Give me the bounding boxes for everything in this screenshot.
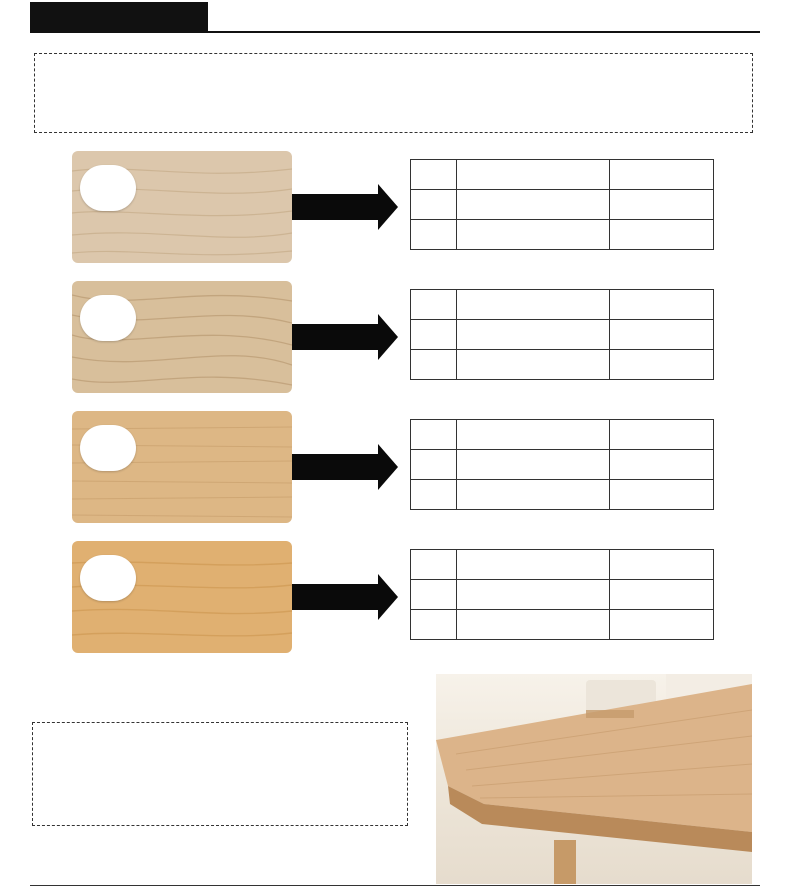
grade-cell bbox=[411, 420, 457, 450]
wood-swatch bbox=[72, 151, 292, 263]
table-row bbox=[411, 220, 714, 250]
arrow-shaft bbox=[292, 194, 378, 220]
wood-source-arrow bbox=[292, 314, 398, 360]
grade-badge bbox=[80, 295, 136, 341]
grade-price-table bbox=[410, 159, 714, 250]
grade-cell bbox=[411, 190, 457, 220]
section-divider bbox=[30, 31, 760, 33]
tabletop-image bbox=[436, 674, 752, 884]
price-cell bbox=[610, 610, 714, 640]
traits-cell bbox=[456, 220, 609, 250]
arrow-head-icon bbox=[378, 184, 398, 230]
table-row bbox=[411, 160, 714, 190]
arrow-head-icon bbox=[378, 574, 398, 620]
price-cell bbox=[610, 190, 714, 220]
wood-swatch bbox=[72, 411, 292, 523]
arrow-shaft bbox=[292, 584, 378, 610]
grade-badge bbox=[80, 555, 136, 601]
grade-cell bbox=[411, 450, 457, 480]
price-cell bbox=[610, 290, 714, 320]
price-cell bbox=[610, 480, 714, 510]
wood-swatch bbox=[72, 281, 292, 393]
grade-row-3 bbox=[72, 411, 722, 523]
grade-row-1 bbox=[72, 151, 722, 263]
price-cell bbox=[610, 350, 714, 380]
section-header-tab bbox=[30, 2, 208, 32]
price-cell bbox=[610, 420, 714, 450]
material-box bbox=[32, 722, 408, 826]
grade-badge bbox=[80, 425, 136, 471]
grade-price-table bbox=[410, 289, 714, 380]
wood-source-arrow bbox=[292, 574, 398, 620]
table-row bbox=[411, 550, 714, 580]
price-cell bbox=[610, 580, 714, 610]
traits-cell bbox=[456, 160, 609, 190]
table-row bbox=[411, 420, 714, 450]
grade-row-2 bbox=[72, 281, 722, 393]
traits-cell bbox=[456, 350, 609, 380]
price-cell bbox=[610, 450, 714, 480]
table-row bbox=[411, 610, 714, 640]
table-row bbox=[411, 480, 714, 510]
price-cell bbox=[610, 220, 714, 250]
grade-price-table bbox=[410, 549, 714, 640]
price-cell bbox=[610, 320, 714, 350]
table-photo bbox=[436, 674, 752, 884]
table-row bbox=[411, 190, 714, 220]
wood-swatch bbox=[72, 541, 292, 653]
traits-cell bbox=[456, 450, 609, 480]
wood-source-arrow bbox=[292, 444, 398, 490]
traits-cell bbox=[456, 320, 609, 350]
table-row bbox=[411, 580, 714, 610]
table-row bbox=[411, 450, 714, 480]
grade-row-4 bbox=[72, 541, 722, 653]
traits-cell bbox=[456, 610, 609, 640]
wood-source-arrow bbox=[292, 184, 398, 230]
price-cell bbox=[610, 160, 714, 190]
grade-cell bbox=[411, 220, 457, 250]
grade-cell bbox=[411, 350, 457, 380]
traits-cell bbox=[456, 480, 609, 510]
grade-cell bbox=[411, 290, 457, 320]
table-row bbox=[411, 320, 714, 350]
arrow-shaft bbox=[292, 454, 378, 480]
grade-cell bbox=[411, 580, 457, 610]
traits-cell bbox=[456, 420, 609, 450]
traits-cell bbox=[456, 580, 609, 610]
table-leg bbox=[554, 840, 576, 884]
grade-cell bbox=[411, 320, 457, 350]
grade-cell bbox=[411, 480, 457, 510]
intro-box bbox=[34, 53, 753, 133]
arrow-head-icon bbox=[378, 314, 398, 360]
coaster bbox=[586, 710, 634, 718]
traits-cell bbox=[456, 290, 609, 320]
grade-badge bbox=[80, 165, 136, 211]
arrow-head-icon bbox=[378, 444, 398, 490]
grade-cell bbox=[411, 160, 457, 190]
bottom-divider bbox=[30, 885, 760, 886]
table-row bbox=[411, 290, 714, 320]
traits-cell bbox=[456, 550, 609, 580]
traits-cell bbox=[456, 190, 609, 220]
price-cell bbox=[610, 550, 714, 580]
grade-cell bbox=[411, 610, 457, 640]
table-row bbox=[411, 350, 714, 380]
grade-cell bbox=[411, 550, 457, 580]
arrow-shaft bbox=[292, 324, 378, 350]
grade-price-table bbox=[410, 419, 714, 510]
